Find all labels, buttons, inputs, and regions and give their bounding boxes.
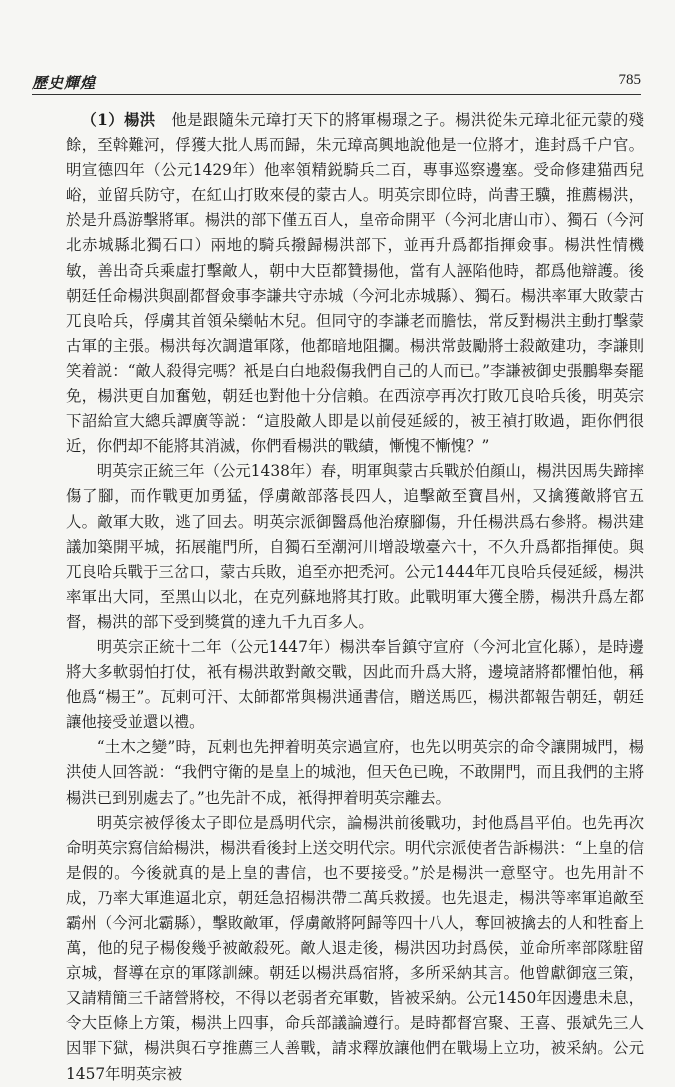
paragraph-4: “土木之變”時，瓦剌也先押着明英宗過宣府，也先以明英宗的命令讓開城門，楊洪使人回答説：“我們守衛的是皇上的城池，但天色已晚，不敢開門，而且我們的主將楊洪已到别處去了。”也先計不成，衹得押着明英宗離去。 — [66, 738, 644, 807]
book-title: 歷史輝煌 — [32, 74, 97, 92]
page-number: 785 — [618, 72, 641, 88]
paragraph-1-text: 他是跟隨朱元璋打天下的將軍楊璟之子。楊洪從朱元璋北征元蒙的殘餘，至斡難河，俘獲大批人馬而歸，朱元璋高興地說他是一位將才，進封爲千户官。明宣德四年（公元1429年）他率領精鋭騎兵二百，專事巡察邊塞。受命修建猫西兒峪，並留兵防守，在紅山打敗來侵的蒙古人。明英宗即位時，尚書王驥，推薦楊洪，於是升爲游擊將軍。楊洪的部下僅五百人，皇帝命開平（今河北唐山市）、獨石（今河北赤城縣北獨石口）兩地的騎兵撥歸楊洪部下，並再升爲都指揮僉事。楊洪性情機敏，善出奇兵乘虛打擊敵人，朝中大臣都贊揚他，當有人誣陷他時，都爲他辯護。後朝廷任命楊洪與副都督僉事李謙共守赤城（今河北赤城縣）、獨石。楊洪率軍大敗蒙古兀良哈兵，俘虜其首領朵欒帖木兒。但同守的李謙老而膽怯，常反對楊洪主動打擊蒙古軍的主張。楊洪每次調遣軍隊，他都暗地阻攔。楊洪常鼓勵將士殺敵建功，李謙則笑着説：“敵人殺得完嗎？衹是白白地殺傷我們自己的人而已。”李謙被御史張鵬舉奏罷免，楊洪更自加奮勉，朝廷也對他十分信賴。在西涼亭再次打敗兀良哈兵後，明英宗下詔給宣大總兵譚廣等説：“這股敵人即是以前侵延綏的，被王禎打敗過，距你們很近，你們却不能將其消滅，你們看楊洪的戰績，慚愧不慚愧？” — [66, 111, 644, 456]
paragraph-5: 明英宗被俘後太子即位是爲明代宗，論楊洪前後戰功，封他爲昌平伯。也先再次命明英宗寫信給楊洪，楊洪看後封上送交明代宗。明代宗派使者告訴楊洪：“上皇的信是假的。今後就真的是上皇的書信，也不要接受。”於是楊洪一意堅守。也先用計不成，乃率大軍進逼北京，朝廷急招楊洪帶二萬兵救援。也先退走，楊洪等率軍追敵至霸州（今河北霸縣），擊敗敵軍，俘虜敵將阿歸等四十八人，奪回被擒去的人和牲畜上萬，他的兒子楊俊幾乎被敵殺死。敵人退走後，楊洪因功封爲侯，並命所率部隊駐留京城，督導在京的軍隊訓練。朝廷以楊洪爲宿將，多所采納其言。他曾獻御寇三策，又請精簡三千諸營將校，不得以老弱者充軍數，皆被采納。公元1450年因邊患未息，令大臣條上方策，楊洪上四事，命兵部議論遵行。是時都督宫聚、王喜、張斌先三人因罪下獄，楊洪與石亨推薦三人善戰，請求釋放讓他們在戰場上立功，被采納。公元1457年明英宗被 — [66, 813, 644, 1083]
running-header — [32, 60, 641, 94]
paragraph-3: 明英宗正統十二年（公元1447年）楊洪奉旨鎮守宣府（今河北宣化縣），是時邊將大多軟弱怕打仗，衹有楊洪敢對敵交戰，因此而升爲大將，邊境諸將都懼怕他，稱他爲“楊王”。瓦剌可汗、太師都常與楊洪通書信，贈送馬匹，楊洪都報告朝廷，朝廷讓他接受並還以禮。 — [66, 637, 644, 732]
header-rule — [32, 94, 641, 95]
article-body — [66, 108, 644, 1087]
section-heading: （1）楊洪 — [81, 111, 156, 129]
paragraph-1 — [66, 108, 644, 459]
paragraph-2: 明英宗正統三年（公元1438年）春，明軍與蒙古兵戰於伯顔山，楊洪因馬失蹄摔傷了腳，而作戰更加勇猛，俘虜敵部落長四人，追擊敵至寶昌州，又擒獲敵將官五人。敵軍大敗，逃了回去。明英宗派御醫爲他治療腳傷，升任楊洪爲右參將。楊洪建議加築開平城，拓展龍門所，自獨石至潮河川增設墩臺六十，不久升爲都指揮使。與兀良哈兵戰于三岔口，蒙古兵敗，追至亦把禿河。公元1444年兀良哈兵侵延綏，楊洪率軍出大同，至黑山以北，在克列蘇地將其打敗。此戰明軍大獲全勝，楊洪升爲左都督，楊洪的部下受到獎賞的達九千九百多人。 — [66, 462, 644, 631]
